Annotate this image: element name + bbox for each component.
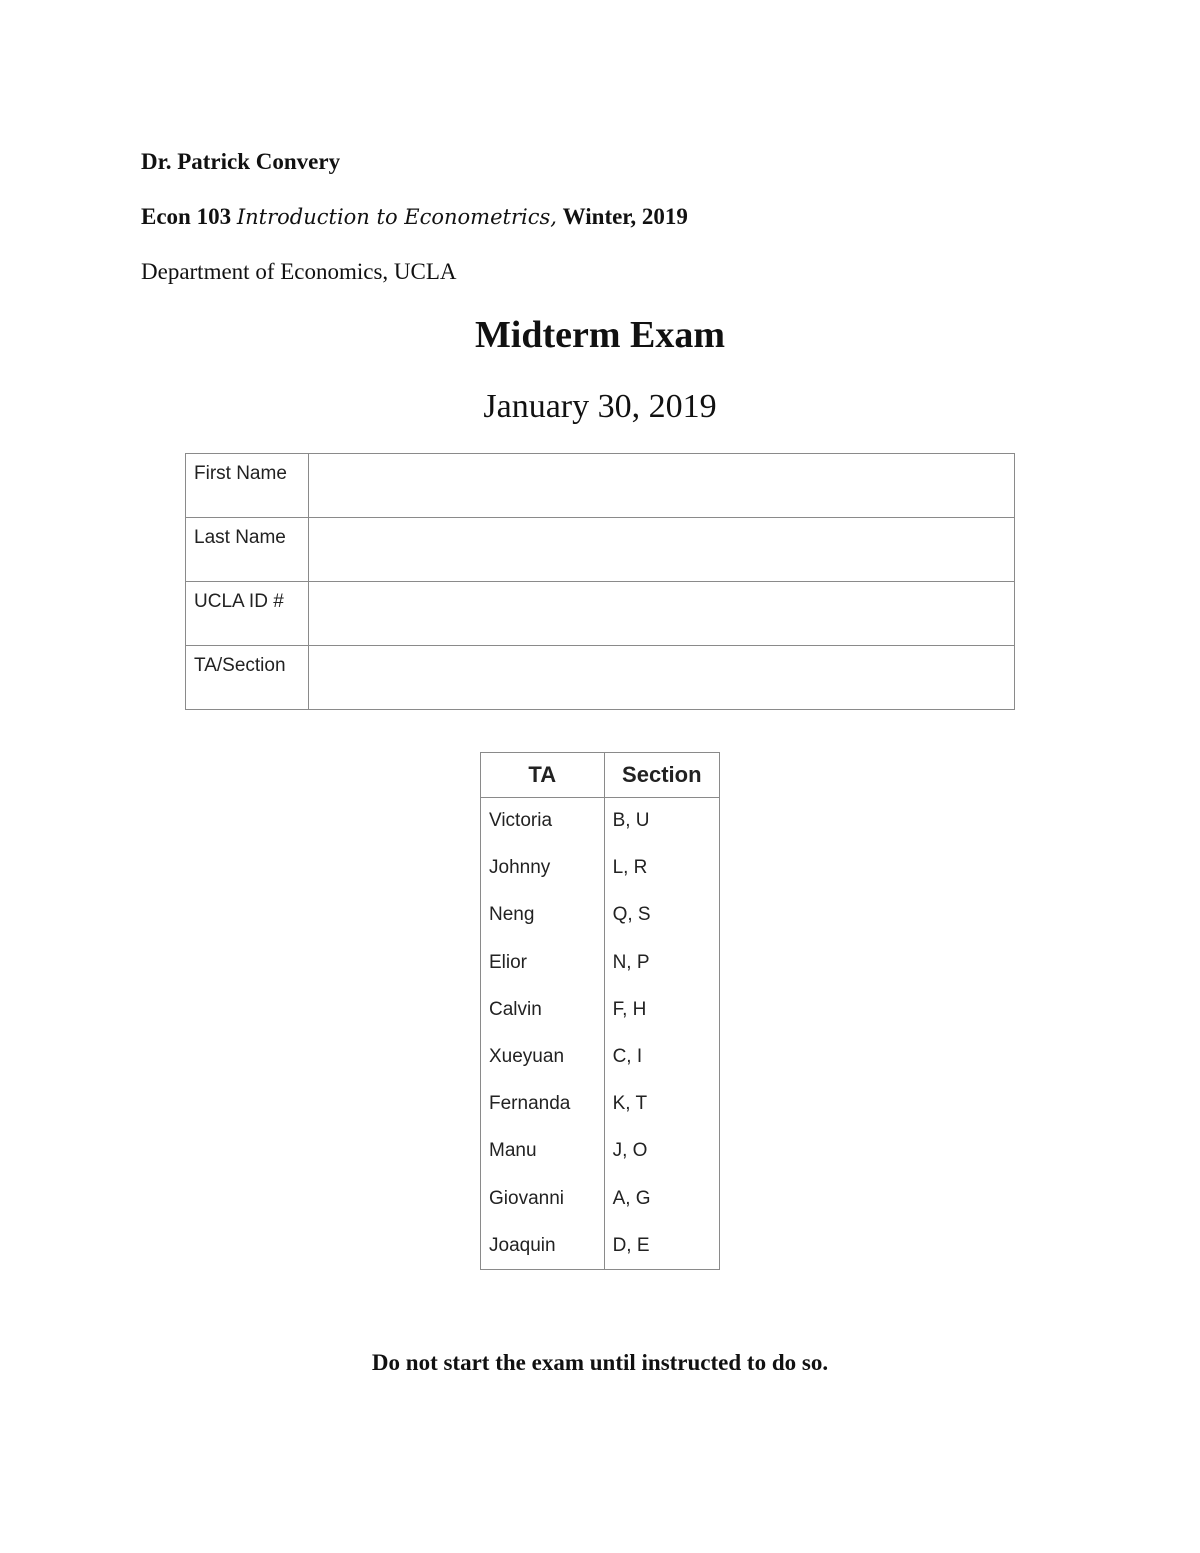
first-name-label: First Name (186, 454, 309, 518)
ta-name: Fernanda (481, 1081, 605, 1128)
ta-name: Joaquin (481, 1222, 605, 1269)
table-row (481, 798, 720, 845)
instructor-name: Dr. Patrick Convery (141, 149, 341, 174)
ta-sections: Q, S (604, 892, 719, 939)
form-row-last-name (186, 518, 1015, 582)
table-row (481, 845, 720, 892)
ta-name: Xueyuan (481, 1033, 605, 1080)
ta-section-table (480, 752, 720, 1270)
exam-date: January 30, 2019 (483, 388, 717, 425)
ta-sections: L, R (604, 845, 719, 892)
last-name-label: Last Name (186, 518, 309, 582)
ta-name: Calvin (481, 986, 605, 1033)
course-term: Winter, 2019 (562, 204, 688, 229)
course-title: Introduction to Econometrics, (236, 205, 557, 229)
ta-column-header: TA (481, 753, 605, 798)
ta-name: Manu (481, 1128, 605, 1175)
last-name-field[interactable] (308, 518, 1014, 582)
ta-sections: N, P (604, 939, 719, 986)
ta-sections: C, I (604, 1033, 719, 1080)
exam-instruction: Do not start the exam until instructed to do so. (371, 1350, 829, 1375)
ta-section-label: TA/Section (186, 646, 309, 710)
ta-section-field[interactable] (308, 646, 1014, 710)
ta-sections: F, H (604, 986, 719, 1033)
ucla-id-field[interactable] (308, 582, 1014, 646)
student-info-form (185, 453, 1015, 710)
form-row-ucla-id (186, 582, 1015, 646)
table-row (481, 986, 720, 1033)
ta-name: Neng (481, 892, 605, 939)
ta-sections: B, U (604, 798, 719, 845)
ta-sections: A, G (604, 1175, 719, 1222)
form-row-ta-section (186, 646, 1015, 710)
ta-name: Elior (481, 939, 605, 986)
table-row (481, 1033, 720, 1080)
ta-sections: K, T (604, 1081, 719, 1128)
table-row (481, 1128, 720, 1175)
table-row (481, 1222, 720, 1269)
department: Department of Economics, UCLA (141, 259, 457, 284)
form-row-first-name (186, 454, 1015, 518)
table-row (481, 939, 720, 986)
ta-sections: J, O (604, 1128, 719, 1175)
exam-title: Midterm Exam (474, 314, 726, 356)
course-code: Econ 103 (141, 204, 232, 229)
ta-name: Giovanni (481, 1175, 605, 1222)
ta-name: Victoria (481, 798, 605, 845)
ucla-id-label: UCLA ID # (186, 582, 309, 646)
table-row (481, 1175, 720, 1222)
course-line (141, 203, 688, 231)
table-row (481, 892, 720, 939)
ta-name: Johnny (481, 845, 605, 892)
section-column-header: Section (604, 753, 719, 798)
table-row (481, 1081, 720, 1128)
ta-sections: D, E (604, 1222, 719, 1269)
first-name-field[interactable] (308, 454, 1014, 518)
ta-table-header-row (481, 753, 720, 798)
